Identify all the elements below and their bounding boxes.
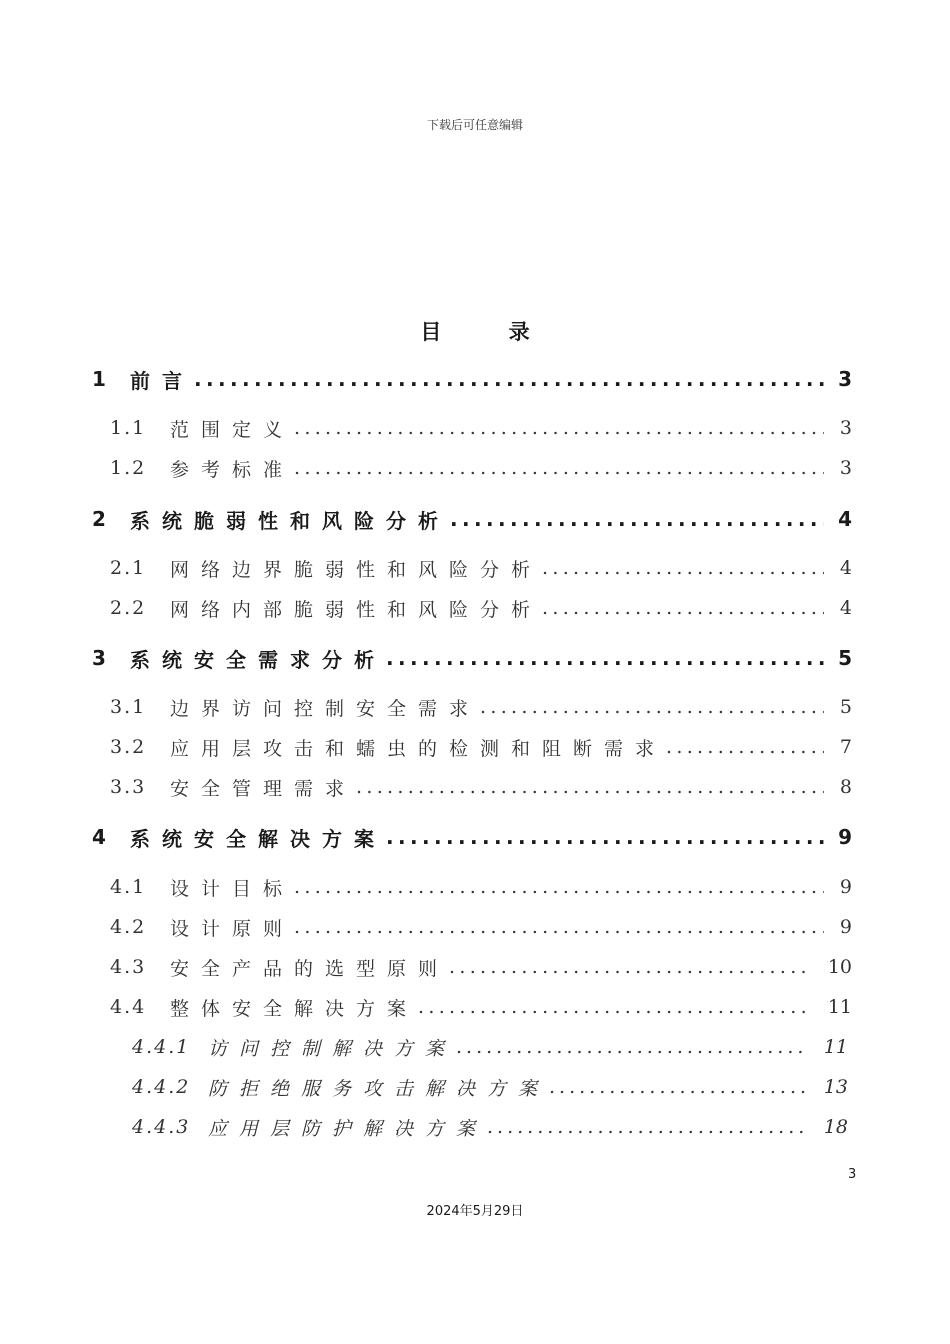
toc-leader-dots [542,557,824,579]
toc-entry-label: 参考标准 [170,458,295,481]
toc-entry-page: 18 [823,1116,848,1138]
toc-leader-dots [294,417,824,439]
toc-entry-page: 5 [838,646,852,670]
toc-entry-label: 网络边界脆弱性和风险分析 [170,558,543,581]
toc-entry-page: 11 [823,1036,848,1058]
toc-entry-label: 设计原则 [170,917,295,940]
toc-entry-label: 网络内部脆弱性和风险分析 [170,598,543,621]
toc-entry-number: 2 [92,507,106,531]
toc-entry-label: 整体安全解决方案 [170,997,419,1020]
toc-entry-page: 7 [839,736,852,758]
toc-entry-2[interactable] [92,504,852,534]
toc-entry-page: 3 [839,417,852,439]
toc-entry-label: 边界访问控制安全需求 [170,697,481,720]
toc-entry-page: 8 [839,776,852,798]
toc-entry-number: 3.3 [110,776,147,798]
toc-entry-3-2[interactable] [110,732,852,762]
toc-entry-page: 9 [838,825,852,849]
toc-leader-dots [418,996,810,1018]
toc-entry-number: 4.3 [110,956,147,978]
toc-entry-2-1[interactable] [110,553,852,583]
toc-leader-dots [666,736,824,758]
toc-entry-label: 范围定义 [170,418,295,441]
toc-leader-dots [294,457,824,479]
toc-leader-dots [549,1076,806,1098]
toc-entry-page: 13 [823,1076,848,1098]
toc-leader-dots [386,646,824,670]
toc-entry-page: 5 [839,696,852,718]
toc-leader-dots [386,825,824,849]
page-number: 3 [848,1167,857,1182]
footer-date: 2024年5月29日 [426,1204,524,1219]
toc-entry-number: 1.1 [110,417,147,439]
header-note: 下载后可任意编辑 [426,118,523,132]
toc-leader-dots [294,876,824,898]
toc-entry-4[interactable] [92,822,852,852]
toc-entry-number: 3.1 [110,696,147,718]
toc-entry-3-1[interactable] [110,692,852,722]
toc-entry-number: 2.2 [110,597,147,619]
toc-leader-dots [449,956,810,978]
toc-entry-number: 2.1 [110,557,147,579]
toc-leader-dots [487,1116,806,1138]
toc-entry-3[interactable] [92,643,852,673]
toc-entry-label: 系统脆弱性和风险分析 [130,508,450,533]
toc-entry-label: 系统安全需求分析 [130,647,386,672]
toc-leader-dots [542,597,824,619]
toc-entry-4-4-2[interactable] [132,1072,848,1102]
toc-entry-label: 应用层防护解决方案 [208,1117,488,1140]
toc-entry-page: 4 [839,597,852,619]
toc-entry-page: 9 [839,876,852,898]
toc-entry-4-1[interactable] [110,872,852,902]
toc-leader-dots [480,696,824,718]
toc-entry-label: 安全产品的选型原则 [170,957,450,980]
toc-entry-number: 4.2 [110,916,147,938]
toc-entry-page: 11 [827,996,852,1018]
toc-leader-dots [450,507,824,531]
toc-entry-page: 4 [838,507,852,531]
toc-entry-number: 4 [92,825,106,849]
toc-entry-number: 3.2 [110,736,147,758]
toc-leader-dots [356,776,824,798]
toc-entry-2-2[interactable] [110,593,852,623]
toc-entry-1[interactable] [92,364,852,394]
toc-entry-number: 4.4 [110,996,147,1018]
toc-entry-page: 3 [838,367,852,391]
toc-entry-label: 安全管理需求 [170,777,357,800]
toc-entry-page: 9 [839,916,852,938]
toc-entry-number: 4.4.1 [132,1036,191,1058]
toc-entry-4-4[interactable] [110,992,852,1022]
toc-entry-4-4-1[interactable] [132,1032,848,1062]
toc-leader-dots [294,916,824,938]
toc-entry-label: 前言 [130,368,194,393]
toc-entry-1-2[interactable] [110,453,852,483]
toc-entry-label: 防拒绝服务攻击解决方案 [208,1077,550,1100]
toc-entry-4-4-3[interactable] [132,1112,848,1142]
toc-entry-label: 设计目标 [170,877,295,900]
toc-entry-label: 访问控制解决方案 [208,1037,457,1060]
toc-entry-page: 10 [827,956,852,978]
toc-entry-number: 3 [92,646,106,670]
toc-entry-4-3[interactable] [110,952,852,982]
toc-entry-4-2[interactable] [110,912,852,942]
toc-entry-label: 系统安全解决方案 [130,826,386,851]
toc-entry-number: 1.2 [110,457,147,479]
toc-entry-1-1[interactable] [110,413,852,443]
toc-leader-dots [194,367,824,391]
toc-entry-number: 4.4.3 [132,1116,191,1138]
toc-entry-number: 4.1 [110,876,147,898]
toc-title: 目 录 [420,320,560,344]
toc-entry-number: 1 [92,367,106,391]
toc-entry-number: 4.4.2 [132,1076,191,1098]
toc-entry-page: 4 [839,557,852,579]
toc-entry-page: 3 [839,457,852,479]
toc-entry-3-3[interactable] [110,772,852,802]
toc-leader-dots [456,1036,806,1058]
toc-entry-label: 应用层攻击和蠕虫的检测和阻断需求 [170,737,667,760]
